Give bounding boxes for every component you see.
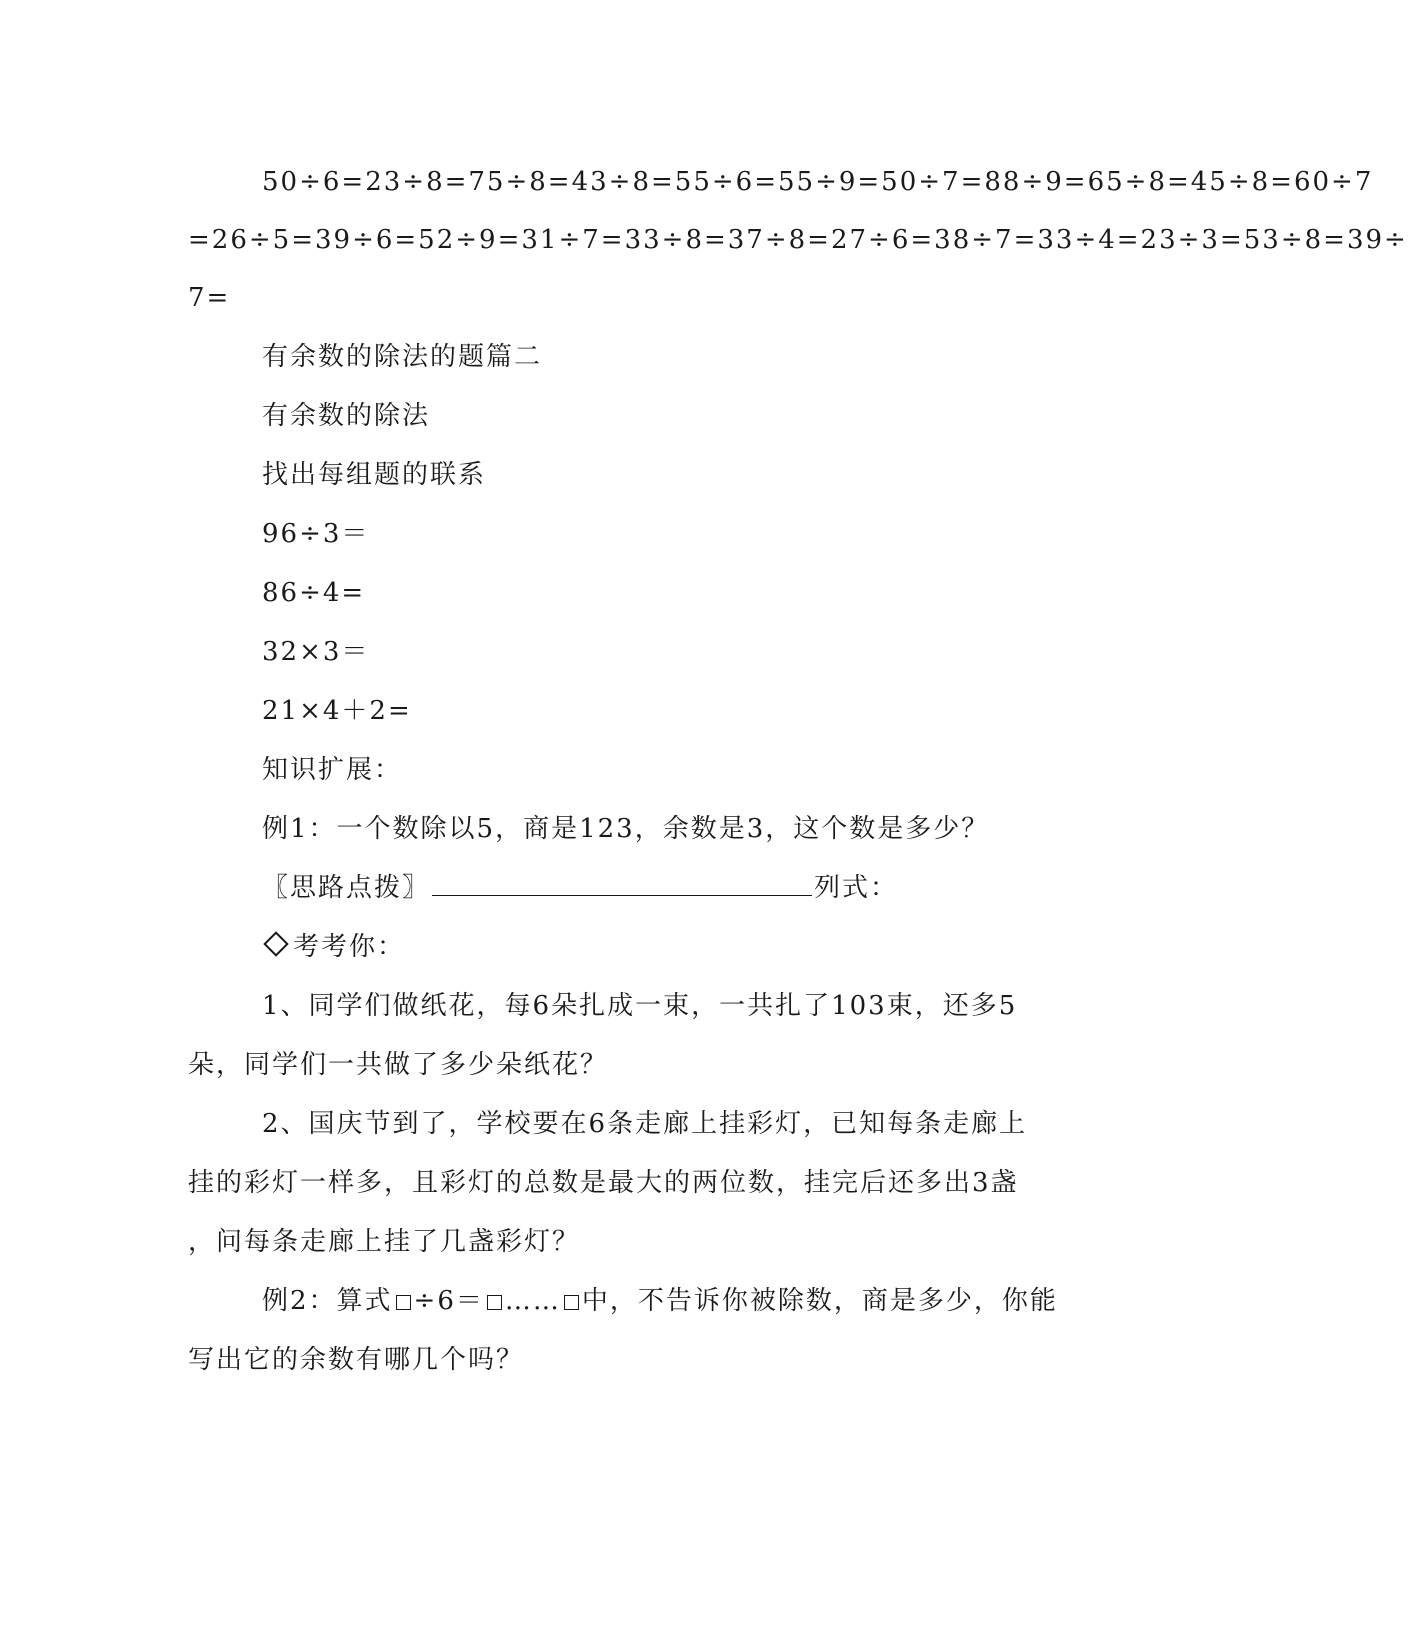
division-equations-line-3: 7= [188,283,231,313]
example-1-text: 例1：一个数除以5，商是123，余数是3，这个数是多少？ [262,814,990,844]
example-2-suffix: 中，不告诉你被除数，商是多少，你能 [581,1286,1058,1316]
division-equations-line-2: =26÷5=39÷6=52÷9=31÷7=33÷8=37÷8=27÷6=38÷7=33÷4=23÷3=53÷8=39÷ [188,225,1408,255]
question-2-line-3: ，问每条走廊上挂了几盏彩灯？ [188,1227,581,1257]
example-2-line-1 [262,1285,1058,1317]
topic-title: 有余数的除法 [262,401,431,431]
question-2-line-1: 2、国庆节到了，学校要在6条走廊上挂彩灯，已知每条走廊上 [262,1109,1028,1139]
knowledge-extension-heading: 知识扩展： [262,755,403,785]
formula-label: 列式： [814,873,899,903]
quiz-heading-text: 考考你： [293,932,406,962]
blank-box [487,1295,502,1310]
hint-line [262,872,898,904]
instruction-text: 找出每组题的联系 [262,460,487,490]
blank-box [396,1295,411,1310]
quiz-heading [262,931,405,963]
exercise-item: 32×3＝ [262,637,370,667]
exercise-item: 86÷4= [262,578,366,608]
answer-blank [432,873,812,896]
example-2-prefix: 例2：算式 [262,1286,393,1316]
hint-label: 〖思路点拨〗 [262,873,431,903]
diamond-icon [263,931,288,956]
question-1-line-2: 朵，同学们一共做了多少朵纸花？ [188,1050,609,1080]
example-2-ellipsis: …… [504,1286,561,1316]
section-heading: 有余数的除法的题篇二 [262,342,543,372]
example-2-line-2: 写出它的余数有哪几个吗？ [188,1345,525,1375]
question-1-line-1: 1、同学们做纸花，每6朵扎成一束，一共扎了103束，还多5 [262,991,1018,1021]
division-equations-line-1: 50÷6=23÷8=75÷8=43÷8=55÷6=55÷9=50÷7=88÷9=65÷8=45÷8=60÷7 [262,167,1374,197]
blank-box [564,1295,579,1310]
exercise-item: 21×4＋2= [262,696,412,726]
example-2-divisor: ÷6＝ [413,1286,484,1316]
exercise-item: 96÷3＝ [262,519,370,549]
question-2-line-2: 挂的彩灯一样多，且彩灯的总数是最大的两位数，挂完后还多出3盏 [188,1168,1019,1198]
